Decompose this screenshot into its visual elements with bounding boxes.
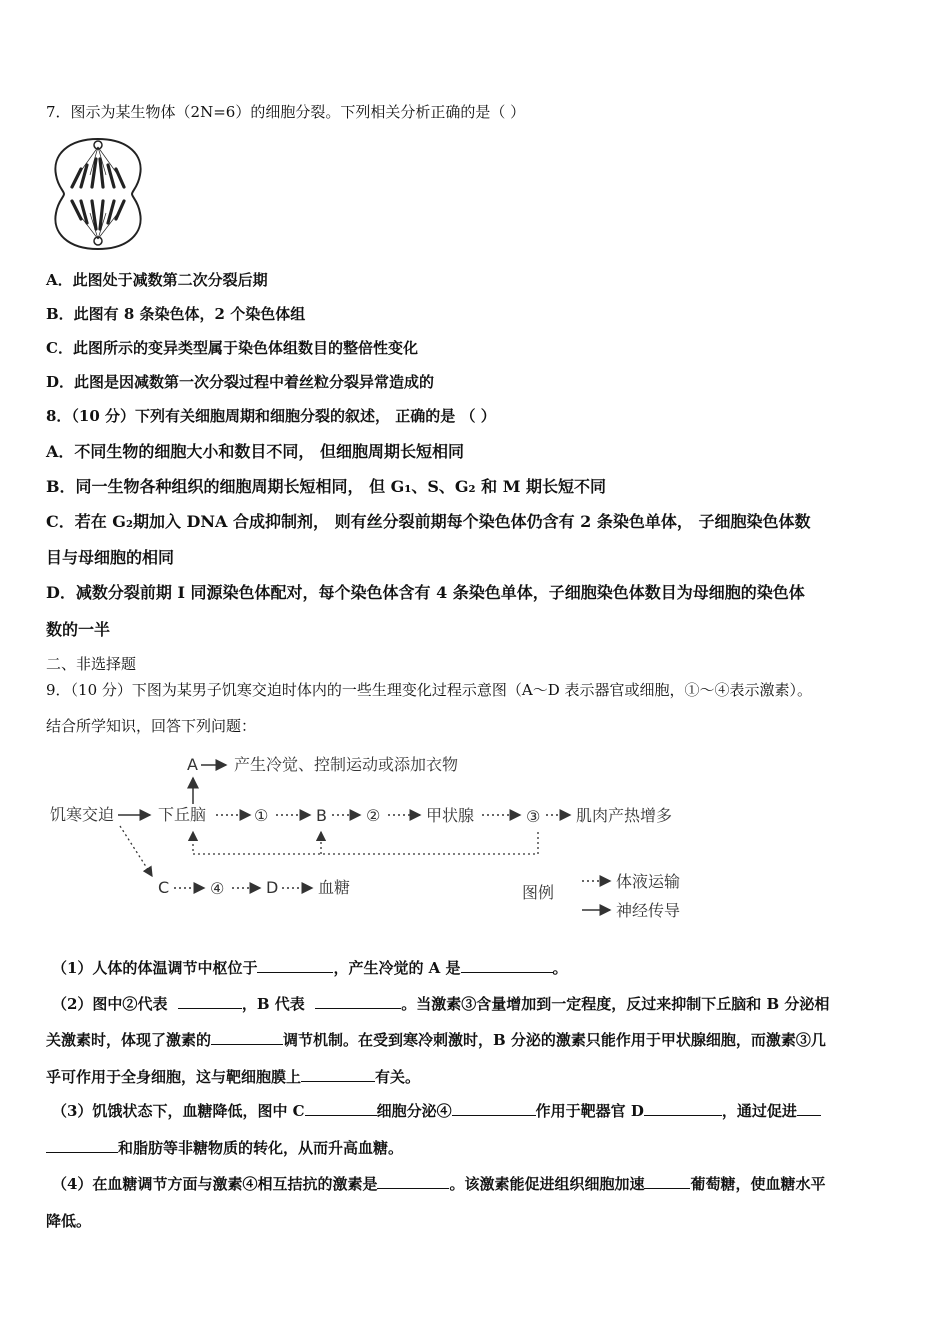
q9-part4-text-b: 。该激素能促进组织细胞加速 [449, 1175, 645, 1193]
q9-part3-text-b: 细胞分泌④ [376, 1102, 452, 1120]
q8-option-b: B．同一生物各种组织的细胞周期长短相同， 但 G₁、S、G₂ 和 M 期长短不同 [46, 477, 606, 496]
regulation-flow-diagram [46, 748, 706, 928]
q9-part4-line2: 降低。 [46, 1212, 92, 1230]
q9-part3-blank-1[interactable] [305, 1101, 377, 1116]
q9-part4-line1 [52, 1174, 825, 1194]
hormone-2: ② [366, 806, 381, 825]
q9-part2-line1 [52, 994, 829, 1014]
q9-part3-blank-3[interactable] [644, 1101, 722, 1116]
q8-option-c-line1: C．若在 G₂期加入 DNA 合成抑制剂， 则有丝分裂前期每个染色体仍含有 2 条染色单体， 子细胞染色体数 [46, 512, 811, 531]
q9-part2-text-f: 乎可作用于全身细胞，这与靶细胞膜上 [46, 1068, 302, 1086]
q9-stem-line1: 9．（10 分）下图为某男子饥寒交迫时体内的一些生理变化过程示意图（A～D 表示器官或细胞，①～④表示激素）。 [46, 681, 813, 699]
q7-option-c: C．此图所示的变异类型属于染色体组数目的整倍性变化 [46, 339, 418, 357]
hormone-1: ① [254, 806, 269, 825]
q9-part2-line2 [46, 1030, 826, 1050]
q8-stem: 8．（10 分）下列有关细胞周期和细胞分裂的叙述， 正确的是 （ ） [46, 407, 496, 425]
q9-part1-text-c: 。 [552, 959, 568, 977]
q7-option-a: A．此图处于减数第二次分裂后期 [46, 271, 268, 289]
q9-part3-blank-4b[interactable] [46, 1138, 118, 1153]
legend-title: 图例 [522, 883, 555, 902]
q9-part4-blank-1[interactable] [377, 1174, 449, 1189]
q9-part3-text-e: 和脂肪等非糖物质的转化，从而升高血糖。 [118, 1139, 404, 1157]
q9-stem-line2: 结合所学知识，回答下列问题： [46, 717, 257, 735]
q9-part2-blank-4[interactable] [301, 1067, 375, 1082]
arrow-start-to-c [120, 826, 152, 876]
a-outcome-text: 产生冷觉、控制运动或添加衣物 [234, 755, 459, 774]
node-thyroid: 甲状腺 [426, 806, 475, 825]
node-d: D [266, 878, 279, 897]
hormone-3: ③ [526, 807, 541, 826]
q7-stem: 7．图示为某生物体（2N=6）的细胞分裂。下列相关分析正确的是（ ） [46, 103, 526, 121]
q9-part2-line3 [46, 1067, 420, 1087]
q9-part2-text-a: （2）图中②代表 [52, 995, 168, 1013]
section-heading: 二、非选择题 [46, 655, 137, 673]
legend-dotted-label: 体液运输 [616, 872, 681, 891]
q9-part3-text-a: （3）饥饿状态下，血糖降低，图中 C [52, 1102, 305, 1120]
q8-option-d-line1: D．减数分裂前期 I 同源染色体配对，每个染色体含有 4 条染色单体，子细胞染色体数目为母细胞的染色体 [46, 583, 805, 602]
legend-solid-label: 神经传导 [616, 901, 681, 920]
q8-option-d-line2: 数的一半 [46, 620, 111, 639]
q9-part2-blank-2[interactable] [315, 994, 401, 1009]
q9-part1-text-b: ，产生冷觉的 A 是 [333, 959, 461, 977]
q9-part3-blank-2[interactable] [452, 1101, 536, 1116]
q9-part4-text-a: （4）在血糖调节方面与激素④相互拮抗的激素是 [52, 1175, 378, 1193]
node-blood-sugar: 血糖 [318, 878, 351, 897]
q9-part1-blank-2[interactable] [461, 958, 553, 973]
q9-part3-blank-4a[interactable] [797, 1101, 821, 1116]
q9-part4-text-c: 葡萄糖，使血糖水平 [690, 1175, 826, 1193]
q9-part3-line2 [46, 1138, 403, 1158]
q9-part2-blank-3[interactable] [211, 1030, 283, 1045]
cell-division-figure [48, 135, 148, 253]
node-muscle: 肌肉产热增多 [576, 806, 673, 825]
node-c: C [158, 878, 170, 897]
q9-part2-text-d: 关激素时，体现了激素的 [46, 1031, 212, 1049]
q9-part2-text-g: 有关。 [375, 1068, 421, 1086]
node-hypothalamus: 下丘脑 [158, 805, 207, 824]
q9-part4-blank-2[interactable] [644, 1174, 690, 1189]
q9-part2-blank-1[interactable] [178, 994, 242, 1009]
q8-option-a: A．不同生物的细胞大小和数目不同， 但细胞周期长短相同 [46, 442, 464, 461]
hormone-4: ④ [210, 879, 225, 898]
q9-part1-blank-1[interactable] [257, 958, 333, 973]
q9-part3-line1 [52, 1101, 821, 1121]
q7-option-b: B．此图有 8 条染色体，2 个染色体组 [46, 305, 306, 323]
q9-part2-text-b: ，B 代表 [241, 995, 305, 1013]
q9-part1-text-a: （1）人体的体温调节中枢位于 [52, 959, 258, 977]
cell-outline [55, 139, 140, 249]
q9-part2-text-e: 调节机制。在受到寒冷刺激时，B 分泌的激素只能作用于甲状腺细胞，而激素③几 [283, 1031, 826, 1049]
q9-part2-text-c: 。当激素③含量增加到一定程度，反过来抑制下丘脑和 B 分泌相 [401, 995, 830, 1013]
node-b: B [316, 806, 327, 825]
q9-part3-text-d: ，通过促进 [721, 1102, 797, 1120]
feedback-to-hypothalamus [193, 832, 538, 854]
q9-part3-text-c: 作用于靶器官 D [535, 1102, 644, 1120]
node-start: 饥寒交迫 [50, 805, 115, 824]
node-a: A [187, 755, 198, 774]
q7-option-d: D．此图是因减数第一次分裂过程中着丝粒分裂异常造成的 [46, 373, 435, 391]
q9-part1 [52, 958, 568, 978]
q8-option-c-line2: 目与母细胞的相同 [46, 548, 175, 567]
